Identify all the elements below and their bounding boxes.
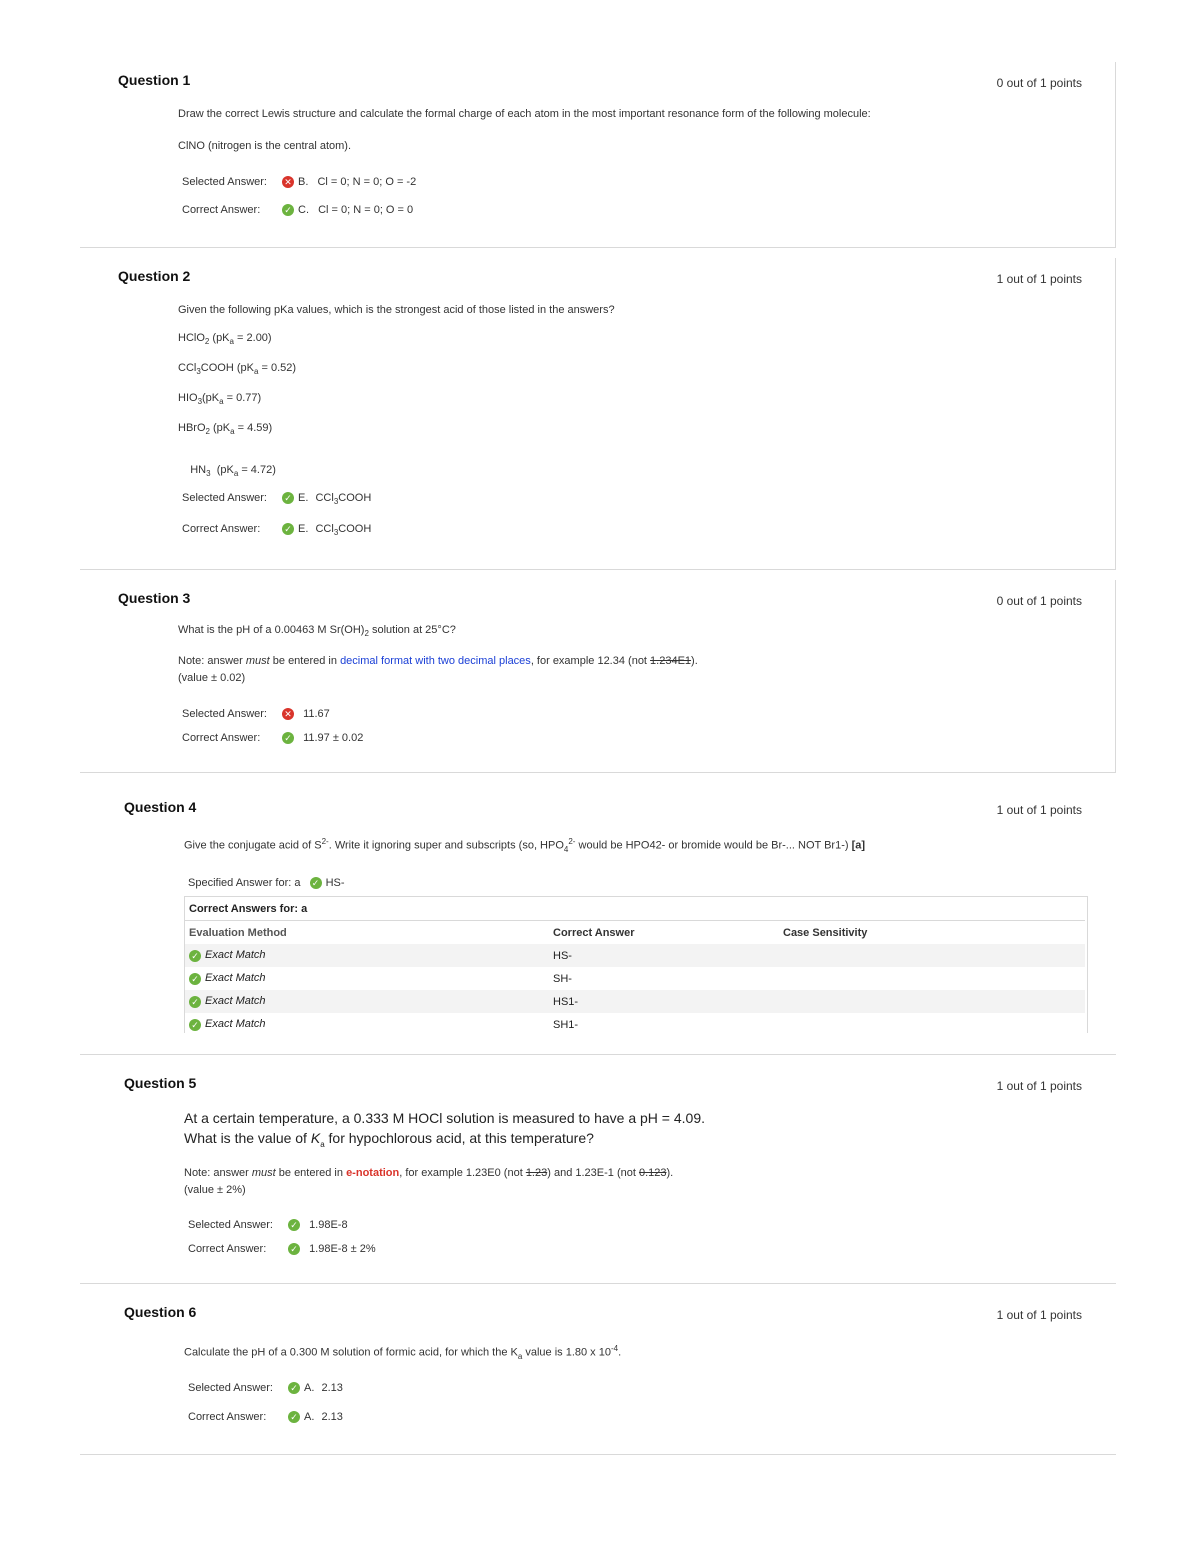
answer-tolerance: (value ± 2%) <box>184 1184 246 1196</box>
correct-answer-label: Correct Answer: <box>182 204 261 216</box>
answer-format-note: Note: answer must be entered in e-notation, for example 1.23E0 (not 1.23) and 1.23E-1 (not 0.123). <box>184 1167 674 1179</box>
acid-option: HBrO$_2$ $(pK_a = 4.59)$ <box>178 422 273 437</box>
correct-answer: ✓ 1.98E-8 ± 2% <box>288 1243 376 1255</box>
selected-answer: ✓ E. CCl$_3$COOH <box>282 492 371 506</box>
column-header: Case Sensitivity <box>783 926 868 939</box>
question-points: 0 out of 1 points <box>996 594 1082 608</box>
selected-answer: ✓ 1.98E-8 <box>288 1219 348 1231</box>
acid-option: $HN_3$ $(pK_a = 4.72)$ <box>190 464 276 479</box>
question-points: 1 out of 1 points <box>996 272 1082 286</box>
question-title: Question 1 <box>118 72 191 88</box>
check-circle-icon: ✓ <box>310 877 322 889</box>
acid-option: CCl$_3$COOH $(pK_a = 0.52)$ <box>178 362 297 377</box>
question-3 <box>80 580 1116 773</box>
check-circle-icon: ✓ <box>189 973 201 985</box>
x-circle-icon: ✕ <box>282 708 294 720</box>
acid-option: HClO$_2$ $(pK_a = 2.00)$ <box>178 332 272 347</box>
answer-format-note: Note: answer must be entered in decimal format with two decimal places, for example 12.34 (not 1.234E1). <box>178 655 698 667</box>
check-circle-icon: ✓ <box>189 950 201 962</box>
answer-tolerance: (value ± 0.02) <box>178 672 246 684</box>
correct-answer-label: Correct Answer: <box>182 523 261 535</box>
question-points: 1 out of 1 points <box>996 1308 1082 1322</box>
check-circle-icon: ✓ <box>189 1019 201 1031</box>
selected-answer: ✕ B. Cl = 0; N = 0; O = -2 <box>282 176 416 188</box>
table-row: ✓ Exact Match HS- <box>185 944 1085 967</box>
check-circle-icon: ✓ <box>282 204 294 216</box>
correct-answers-table <box>184 896 1088 1033</box>
question-prompt: Given the following pKa values, which is the strongest acid of those listed in the answers? <box>178 304 615 316</box>
column-header: Evaluation Method <box>189 926 287 939</box>
selected-answer-label: Selected Answer: <box>182 708 267 720</box>
question-prompt-line-2: What is the value of $K_a$ for hypochlorous acid, at this temperature? <box>184 1130 594 1149</box>
question-title: Question 5 <box>124 1075 197 1091</box>
table-row: ✓ Exact Match SH- <box>185 967 1085 990</box>
correct-answer: ✓ A. 2.13 <box>288 1411 343 1423</box>
x-circle-icon: ✕ <box>282 176 294 188</box>
specified-answer: Specified Answer for: a ✓ HS- <box>188 877 345 889</box>
question-title: Question 4 <box>124 799 197 815</box>
check-circle-icon: ✓ <box>288 1382 300 1394</box>
selected-answer-label: Selected Answer: <box>188 1382 273 1394</box>
correct-answer-label: Correct Answer: <box>188 1411 267 1423</box>
question-points: 1 out of 1 points <box>996 1079 1082 1093</box>
selected-answer-label: Selected Answer: <box>182 492 267 504</box>
selected-answer: ✕ 11.67 <box>282 708 330 720</box>
question-prompt: What is the pH of a 0.00463 M $Sr(OH)_2$ solution at 25°C? <box>178 624 456 639</box>
question-2 <box>80 258 1116 570</box>
check-circle-icon: ✓ <box>282 492 294 504</box>
correct-answer: ✓ E. CCl$_3$COOH <box>282 523 371 537</box>
question-title: Question 2 <box>118 268 191 284</box>
question-points: 1 out of 1 points <box>996 803 1082 817</box>
table-row: ✓ Exact Match SH1- <box>185 1013 1085 1036</box>
correct-answer: ✓ C. Cl = 0; N = 0; O = 0 <box>282 204 413 216</box>
check-circle-icon: ✓ <box>189 996 201 1008</box>
question-4 <box>80 783 1116 1055</box>
check-circle-icon: ✓ <box>282 523 294 535</box>
question-prompt-line-1: At a certain temperature, a 0.333 M HOCl solution is measured to have a pH = 4.09. <box>184 1110 705 1126</box>
question-6 <box>80 1294 1116 1455</box>
check-circle-icon: ✓ <box>288 1411 300 1423</box>
check-circle-icon: ✓ <box>288 1243 300 1255</box>
question-points: 0 out of 1 points <box>996 76 1082 90</box>
acid-option: $HIO_3(pK_a = 0.77)$ <box>178 392 262 407</box>
question-title: Question 6 <box>124 1304 197 1320</box>
selected-answer: ✓ A. 2.13 <box>288 1382 343 1394</box>
question-5 <box>80 1065 1116 1284</box>
table-row: ✓ Exact Match HS1- <box>185 990 1085 1013</box>
table-caption: Correct Answers for: a <box>185 897 1085 921</box>
check-circle-icon: ✓ <box>288 1219 300 1231</box>
correct-answer-label: Correct Answer: <box>188 1243 267 1255</box>
column-header: Correct Answer <box>553 926 635 939</box>
correct-answer: ✓ 11.97 ± 0.02 <box>282 732 363 744</box>
check-circle-icon: ✓ <box>282 732 294 744</box>
correct-answer-label: Correct Answer: <box>182 732 261 744</box>
selected-answer-label: Selected Answer: <box>182 176 267 188</box>
question-title: Question 3 <box>118 590 191 606</box>
selected-answer-label: Selected Answer: <box>188 1219 273 1231</box>
question-1 <box>80 62 1116 248</box>
question-molecule: ClNO (nitrogen is the central atom). <box>178 140 352 152</box>
question-prompt: Give the conjugate acid of $S^{2-}$. Write it ignoring super and subscripts (so, $HPO_4^{2-}$ would be HPO42- or bromide would be Br-... NOT Br1-) [a] <box>184 837 866 854</box>
question-prompt: Draw the correct Lewis structure and calculate the formal charge of each atom in the most important resonance form of the following molecule: <box>178 108 871 120</box>
question-prompt: Calculate the pH of a 0.300 M solution of formic acid, for which the $K_a$ value is 1.80 x $10^{-4}$. <box>184 1344 622 1361</box>
